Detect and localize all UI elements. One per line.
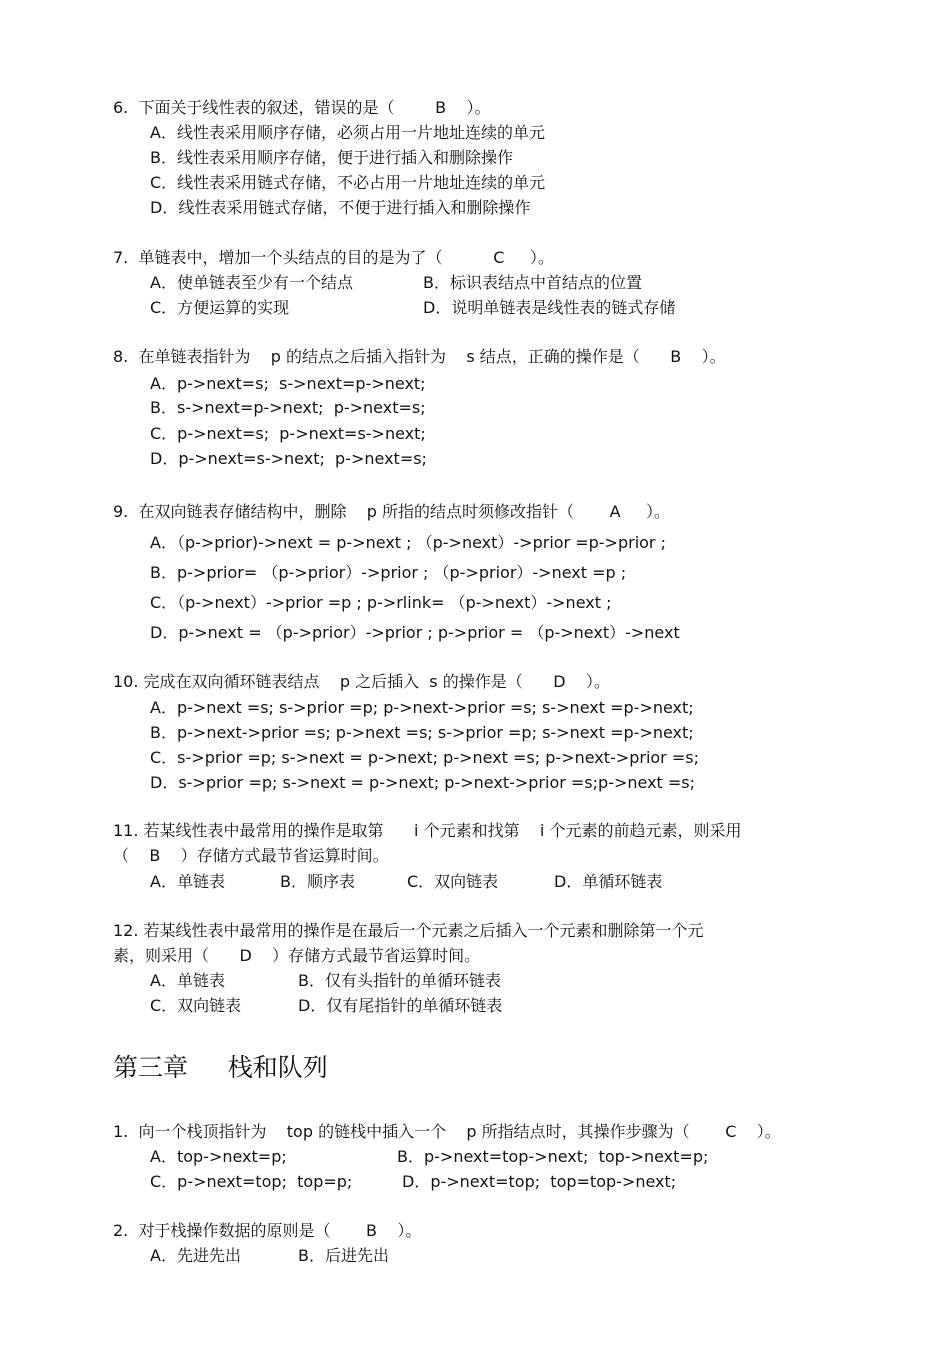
question-7-option-b: B．标识表结点中首结点的位置 xyxy=(423,273,642,292)
question-12-stem-line2: 素，则采用（ D ）存储方式最节省运算时间。 xyxy=(113,946,481,965)
question-12-option-d: D．仅有尾指针的单循环链表 xyxy=(298,996,503,1015)
chapter3-question-2-option-a: A．先进先出 xyxy=(150,1246,241,1265)
question-11-option-a: A．单链表 xyxy=(150,872,225,891)
question-8-option-c: C．p->next=s; p->next=s->next; xyxy=(150,424,426,443)
question-12-option-a: A．单链表 xyxy=(150,971,225,990)
chapter3-question-1-stem: 1. 向一个栈顶指针为 top 的链栈中插入一个 p 所指结点时，其操作步骤为（ C ）。 xyxy=(113,1122,781,1141)
question-8-option-b: B．s->next=p->next; p->next=s; xyxy=(150,398,426,417)
question-9-option-d: D．p->next = （p->prior）->prior ; p->prior = （p->next）->next xyxy=(150,623,680,642)
question-10-stem: 10. 完成在双向循环链表结点 p 之后插入 s 的操作是（ D ）。 xyxy=(113,672,610,691)
question-7-option-d: D．说明单链表是线性表的链式存储 xyxy=(423,298,676,317)
question-12-stem-line1: 12. 若某线性表中最常用的操作是在最后一个元素之后插入一个元素和删除第一个元 xyxy=(113,921,704,940)
question-8-option-d: D．p->next=s->next; p->next=s; xyxy=(150,449,427,468)
chapter3-question-1-option-b: B．p->next=top->next; top->next=p; xyxy=(397,1147,709,1166)
question-10-option-b: B．p->next->prior =s; p->next =s; s->prior =p; s->next =p->next; xyxy=(150,723,694,742)
question-8-stem: 8. 在单链表指针为 p 的结点之后插入指针为 s 结点，正确的操作是（ B ）。 xyxy=(113,347,726,366)
question-6-option-c: C．线性表采用链式存储，不必占用一片地址连续的单元 xyxy=(150,173,546,192)
chapter3-question-2-stem: 2. 对于栈操作数据的原则是（ B ）。 xyxy=(113,1221,422,1240)
chapter3-question-1-option-d: D．p->next=top; top=top->next; xyxy=(402,1172,677,1191)
chapter3-question-1-option-a: A．top->next=p; xyxy=(150,1147,287,1166)
question-7-stem: 7. 单链表中，增加一个头结点的目的是为了（ C ）。 xyxy=(113,248,554,267)
question-9-stem: 9. 在双向链表存储结构中，删除 p 所指的结点时须修改指针（ A ）。 xyxy=(113,502,671,521)
question-10-option-a: A．p->next =s; s->prior =p; p->next->prior =s; s->next =p->next; xyxy=(150,698,694,717)
question-10-option-d: D．s->prior =p; s->next = p->next; p->next->prior =s;p->next =s; xyxy=(150,773,696,792)
question-11-stem-line2: （ B ）存储方式最节省运算时间。 xyxy=(113,846,389,865)
question-6-option-a: A．线性表采用顺序存储，必须占用一片地址连续的单元 xyxy=(150,123,545,142)
question-6-option-d: D．线性表采用链式存储，不便于进行插入和删除操作 xyxy=(150,198,531,217)
question-11-stem-line1: 11. 若某线性表中最常用的操作是取第 i 个元素和找第 i 个元素的前趋元素，则采用 xyxy=(113,821,742,840)
question-6-stem: 6. 下面关于线性表的叙述，错误的是（ B ）。 xyxy=(113,98,491,117)
chapter3-question-1-option-c: C．p->next=top; top=p; xyxy=(150,1172,353,1191)
question-11-option-c: C．双向链表 xyxy=(407,872,499,891)
chapter3-question-2-option-b: B．后进先出 xyxy=(298,1246,389,1265)
question-9-option-b: B．p->prior= （p->prior）->prior ; （p->prior）->next =p ; xyxy=(150,563,627,582)
question-9-option-c: C．（p->next）->prior =p ; p->rlink= （p->next）->next ; xyxy=(150,593,612,612)
question-12-option-b: B．仅有头指针的单循环链表 xyxy=(298,971,501,990)
question-11-option-d: D．单循环链表 xyxy=(554,872,663,891)
question-9-option-a: A．（p->prior)->next = p->next ; （p->next）->prior =p->prior ; xyxy=(150,533,666,552)
question-7-option-a: A．使单链表至少有一个结点 xyxy=(150,273,353,292)
question-7-option-c: C．方便运算的实现 xyxy=(150,298,290,317)
question-8-option-a: A．p->next=s; s->next=p->next; xyxy=(150,374,426,393)
chapter-heading: 第三章 栈和队列 xyxy=(113,1053,328,1082)
question-10-option-c: C．s->prior =p; s->next = p->next; p->next =s; p->next->prior =s; xyxy=(150,748,699,767)
question-6-option-b: B．线性表采用顺序存储，便于进行插入和删除操作 xyxy=(150,148,513,167)
question-11-option-b: B．顺序表 xyxy=(280,872,355,891)
question-12-option-c: C．双向链表 xyxy=(150,996,242,1015)
